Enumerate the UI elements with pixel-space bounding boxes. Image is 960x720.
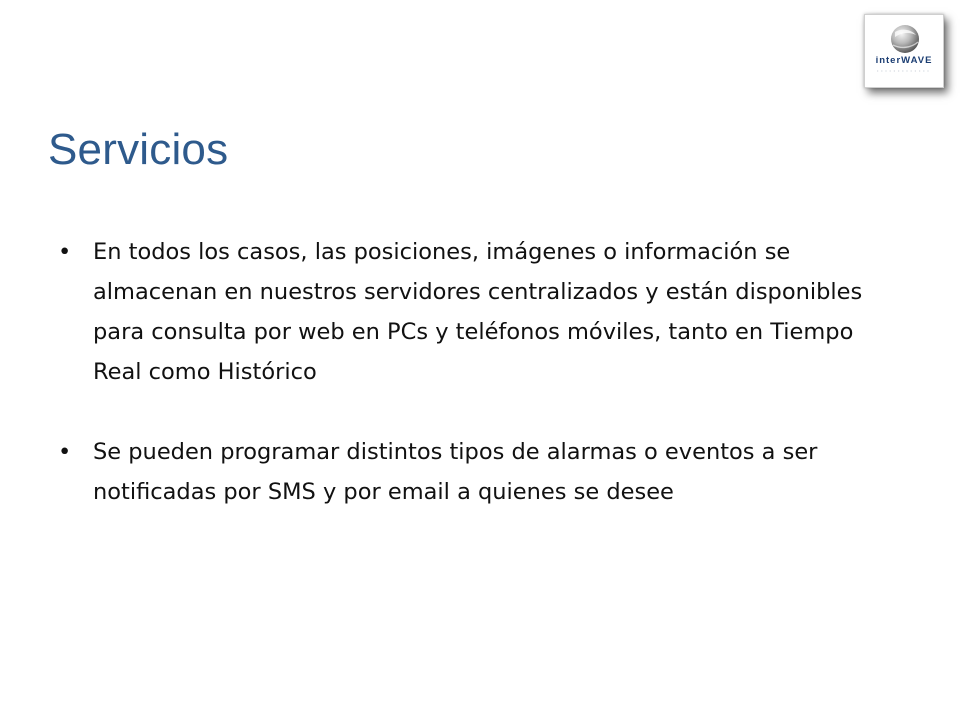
- bullet-marker: •: [58, 439, 72, 465]
- bullet-text: En todos los casos, las posiciones, imágenes o información se almacenan en nuestros servidores centralizados y están disponibles para consulta por web en PCs y teléfonos móviles, tanto en Tiempo Real como Histórico: [93, 239, 863, 385]
- company-logo: [864, 14, 944, 88]
- globe-icon: [865, 15, 943, 87]
- bullet-list: [48, 232, 908, 512]
- slide-title: Servicios: [48, 125, 229, 174]
- bullet-text: Se pueden programar distintos tipos de alarmas o eventos a ser notificadas por SMS y por email a quienes se desee: [93, 439, 818, 505]
- logo-wordmark: interWAVE: [875, 55, 933, 66]
- bullet-item: [48, 432, 908, 512]
- bullet-item: [48, 232, 908, 392]
- bullet-marker: •: [58, 239, 72, 265]
